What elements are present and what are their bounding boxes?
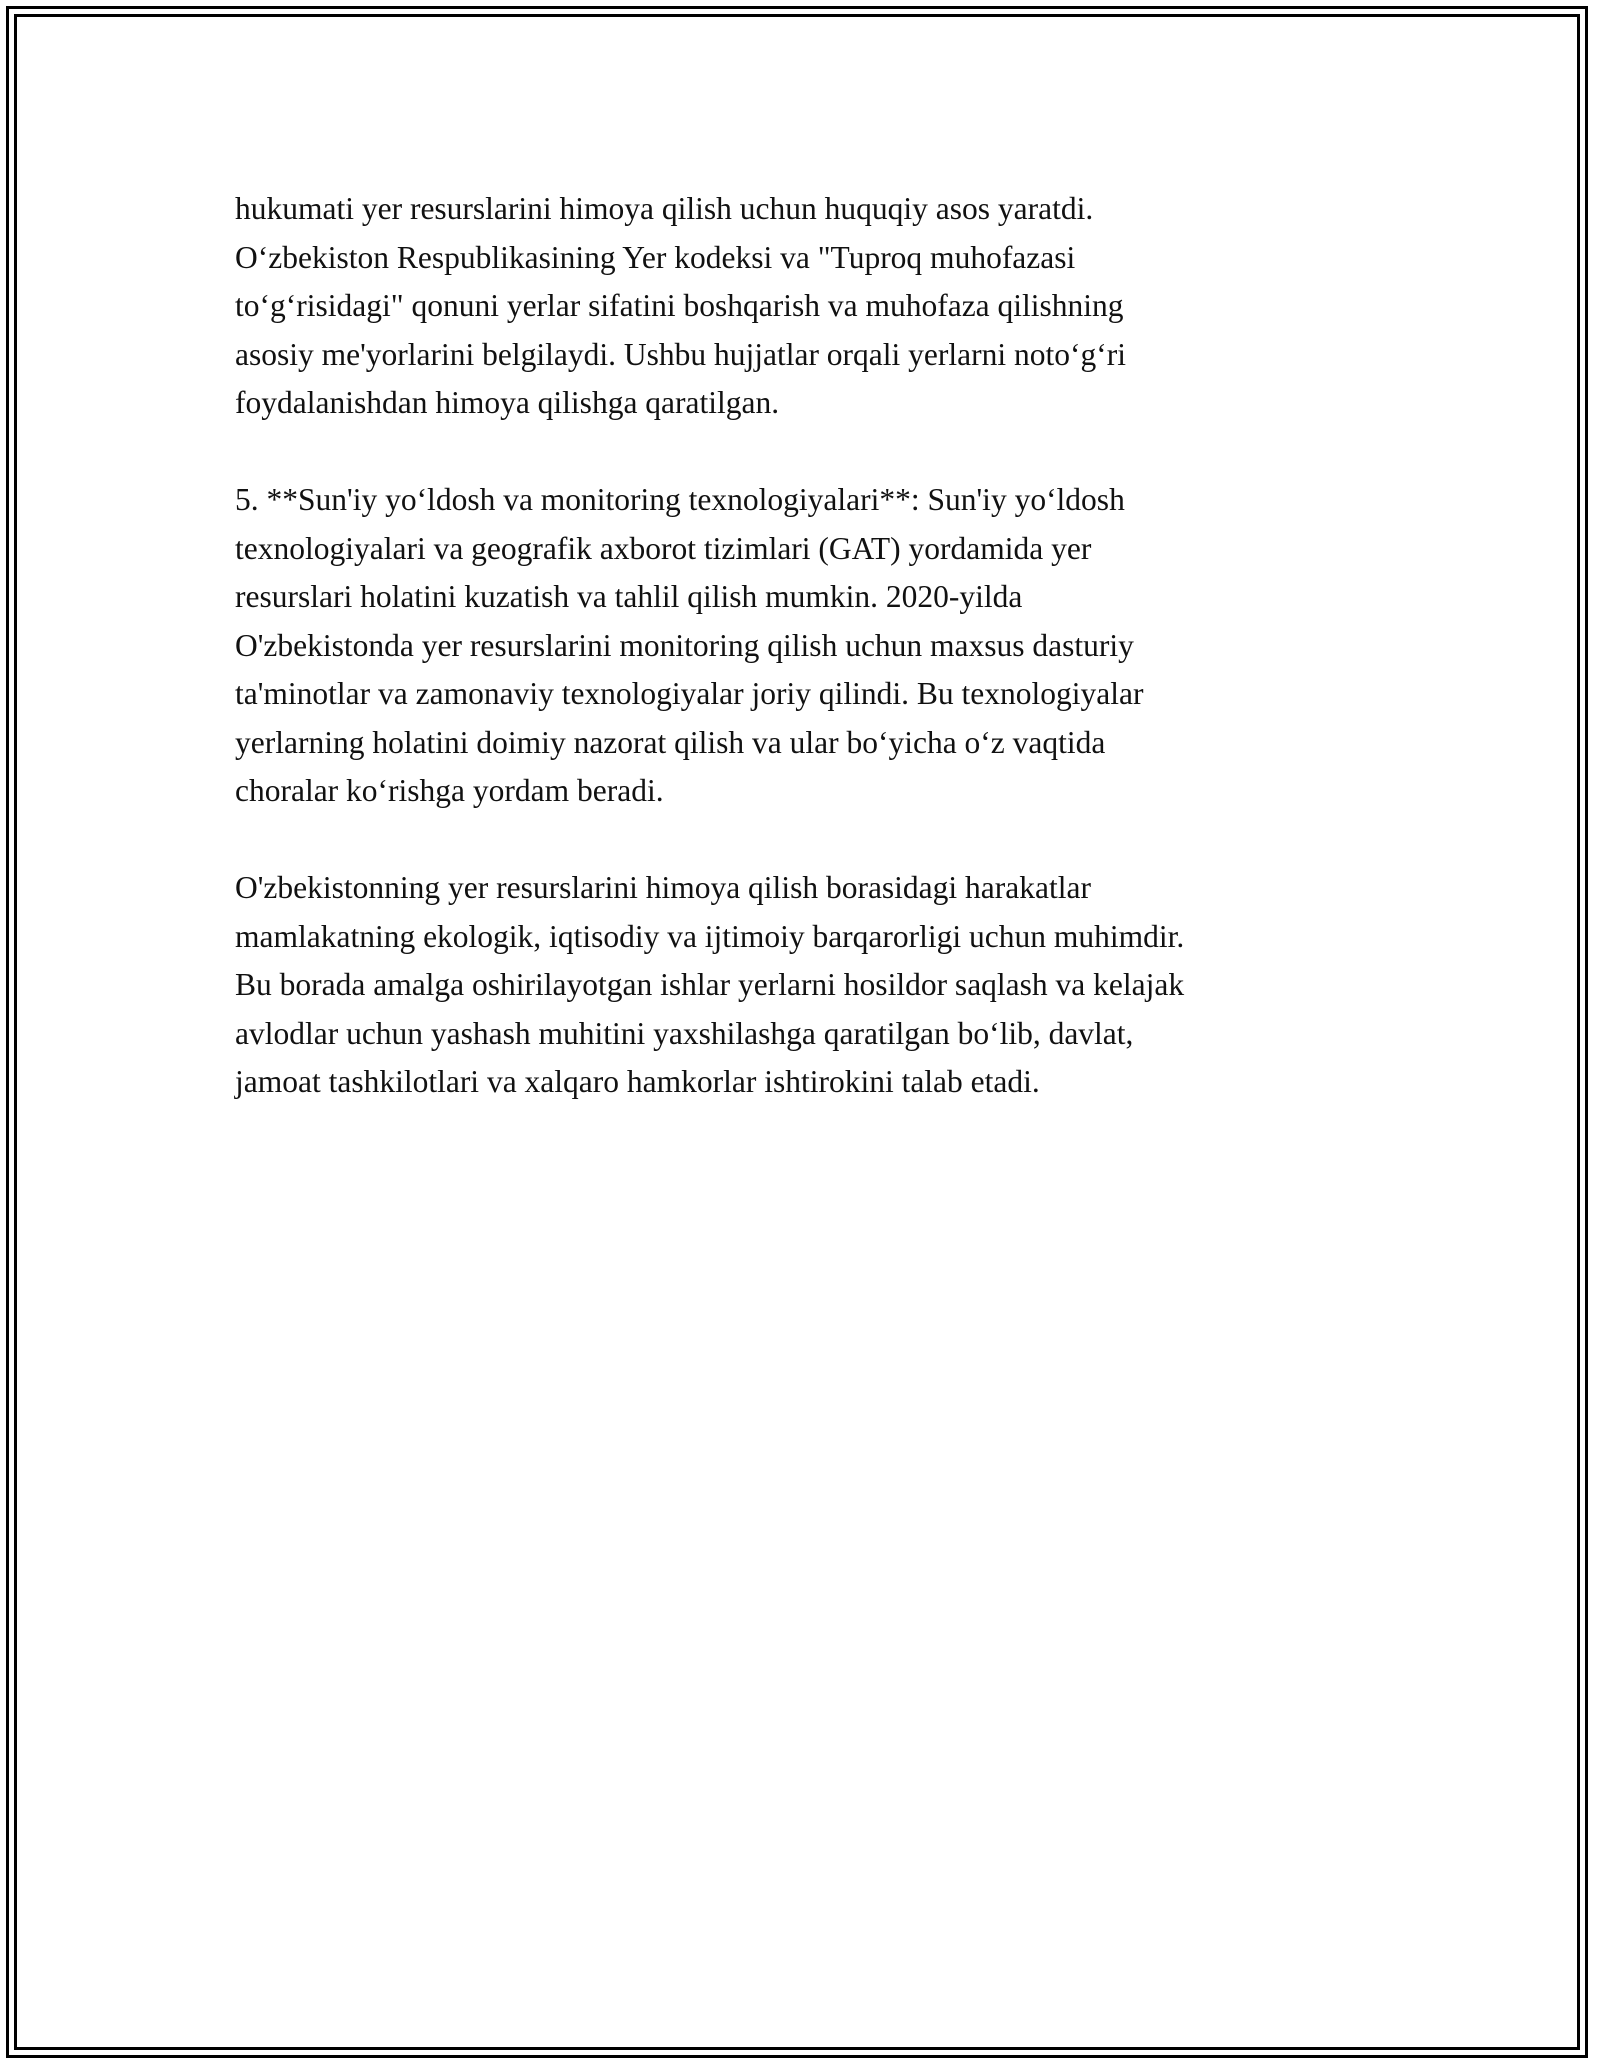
text-line: 5. **Sun'iy yo‘ldosh va monitoring texnologiyalari**: Sun'iy yo‘ldosh	[235, 482, 1125, 517]
paragraph-satellite-monitoring	[235, 476, 1385, 816]
text-line: to‘g‘risidagi" qonuni yerlar sifatini boshqarish va muhofaza qilishning	[235, 288, 1124, 323]
text-line: asosiy me'yorlarini belgilaydi. Ushbu hujjatlar orqali yerlarni noto‘g‘ri	[235, 336, 1126, 372]
text-line: resurslari holatini kuzatish va tahlil qilish mumkin. 2020-yilda	[235, 579, 1023, 614]
paragraph-conclusion	[235, 864, 1385, 1107]
text-line: yerlarning holatini doimiy nazorat qilish va ular bo‘yicha o‘z vaqtida	[235, 724, 1106, 760]
text-line: avlodlar uchun yashash muhitini yaxshilashga qaratilgan bo‘lib, davlat,	[235, 1015, 1134, 1051]
text-line: O'zbekistonda yer resurslarini monitoring qilish uchun maxsus dasturiy	[235, 627, 1134, 663]
text-line: texnologiyalari va geografik axborot tizimlari (GAT) yordamida yer	[235, 530, 1092, 566]
text-line: mamlakatning ekologik, iqtisodiy va ijtimoiy barqarorligi uchun muhimdir.	[235, 918, 1185, 954]
text-line: foydalanishdan himoya qilishga qaratilgan.	[235, 385, 780, 420]
text-line: choralar ko‘rishga yordam beradi.	[235, 773, 664, 808]
text-line: ta'minotlar va zamonaviy texnologiyalar joriy qilindi. Bu texnologiyalar	[235, 676, 1144, 711]
text-line: Bu borada amalga oshirilayotgan ishlar yerlarni hosildor saqlash va kelajak	[235, 967, 1185, 1002]
text-line: O‘zbekiston Respublikasining Yer kodeksi va "Tuproq muhofazasi	[235, 239, 1076, 275]
text-line: jamoat tashkilotlari va xalqaro hamkorlar ishtirokini talab etadi.	[235, 1064, 1040, 1099]
text-line: hukumati yer resurslarini himoya qilish uchun huquqiy asos yaratdi.	[235, 191, 1094, 226]
document-body	[235, 185, 1385, 1155]
paragraph-legal-basis	[235, 185, 1385, 428]
text-line: O'zbekistonning yer resurslarini himoya qilish borasidagi harakatlar	[235, 870, 1091, 905]
